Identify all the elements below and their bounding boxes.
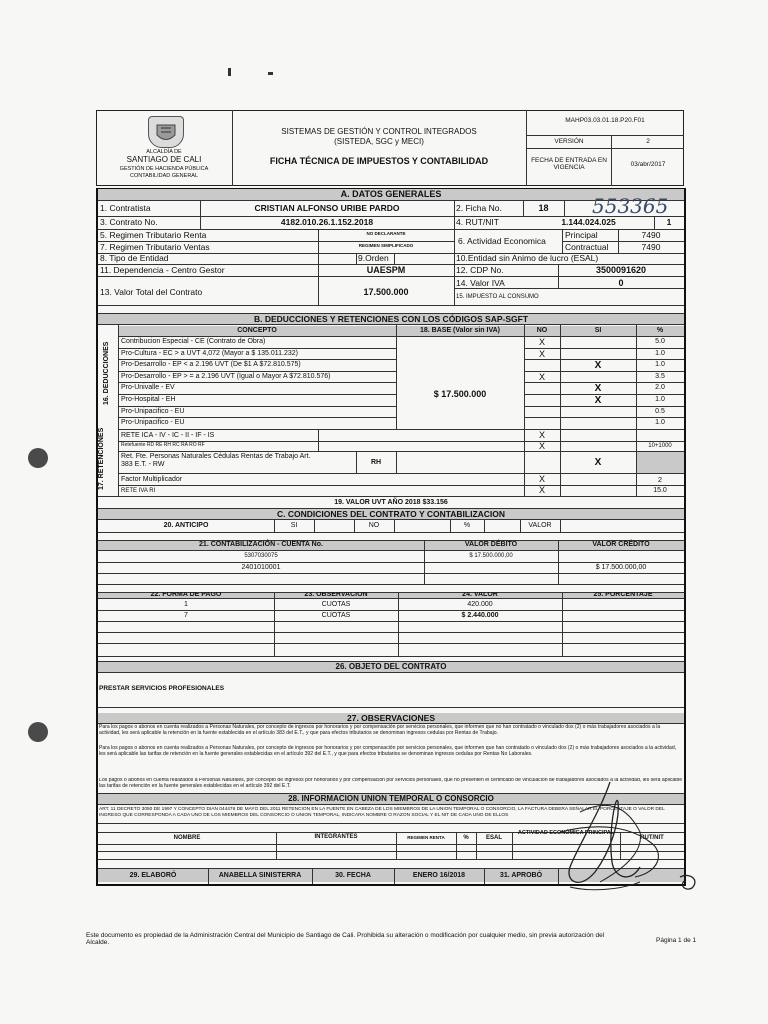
elaboro-label: 29. ELABORÓ <box>129 872 177 879</box>
dependencia-label: 11. Dependencia - Centro Gestor <box>100 265 225 275</box>
anticipo-si: SI <box>290 522 298 529</box>
logo-line4: CONTABILIDAD GENERAL <box>129 173 199 179</box>
union-col-rut: RUT/NIT <box>640 835 664 841</box>
rete-fte-label: Ret. Fte. Personas Naturales Cédulas Rentas de Trabajo Art. 383 E.T. - RW <box>121 453 311 469</box>
pago-valor: 420.000 <box>467 601 493 608</box>
union-col-pct: % <box>463 835 469 841</box>
deduccion-concepto: Pro-Unipacifico - EU <box>121 419 185 426</box>
elaboro-value: ANABELLA SINISTERRA <box>218 872 302 879</box>
contabilizacion-label: 21. CONTABILIZACIÓN - CUENTA No. <box>199 541 323 548</box>
deduccion-si: X <box>594 360 602 371</box>
col-pct: % <box>656 327 664 334</box>
renta-value: NO DECLARANTE <box>366 231 406 236</box>
contrato-value: 4182.010.26.1.152.2018 <box>280 217 374 227</box>
union-text: ART. 11 DECRETO 3050 DE 1997 Y CONCEPTO DIAN 044476 DE MAYO DEL 2011 RETENCION EN LA FUENTE EN CABEZA DE LOS MIEMBROS DE LA UNION TEMPORAL O CONSORCIO, LA FACTURA DEBERA SEÑALAR EL PORCENTAJE O VALOR DEL INGRESO QUE CORRESPONDA A CADA UNO DE LOS MIEMBROS DEL CONSORCIO O UNION TEMPORAL, INDICARA NOMBRE O RAZON SOCIAL Y EL NIT DE CADA UNO DE ELLOS <box>99 807 665 818</box>
pago-observacion: CUOTAS <box>321 612 351 619</box>
city-logo <box>148 116 184 148</box>
cdp-label: 12. CDP No. <box>456 265 504 275</box>
handwritten-signature <box>540 772 710 902</box>
deduccion-concepto: Pro-Desarrollo - EP > = a 2.196 UVT (Igual o Mayor A $72.810.576) <box>121 373 331 380</box>
ventas-label: 7. Regimen Tributario Ventas <box>100 242 210 252</box>
uvt-value: 19. VALOR UVT AÑO 2018 $33.156 <box>334 499 448 506</box>
header-title2: (SISTEDA, SGC y MECI) <box>334 137 424 146</box>
factor-label: Factor Multiplicador <box>121 476 183 483</box>
porcentaje-label: 25. PORCENTAJE <box>593 592 653 598</box>
col-base: 18. BASE (Valor sin IVA) <box>419 327 500 334</box>
deduccion-pct: 1.0 <box>655 396 665 403</box>
observaciones-title: 27. OBSERVACIONES <box>346 713 436 723</box>
actividad-label: 6. Actividad Economica <box>458 236 546 246</box>
credito-label: VALOR CRÉDITO <box>592 541 650 548</box>
deduccion-pct: 1.0 <box>655 361 665 368</box>
punch-hole-top <box>28 448 48 468</box>
base-value: $ 17.500.000 <box>433 389 487 399</box>
esal-label: 10.Entidad sin Animo de lucro (ESAL) <box>456 253 599 263</box>
pago-valor: $ 2.440.000 <box>461 612 499 619</box>
header-title1: SISTEMAS DE GESTIÓN Y CONTROL INTEGRADOS <box>281 127 477 136</box>
col-si: SI <box>594 327 602 334</box>
observaciones-p1: Para los pagos o abonos en cuenta realizados a Personas Naturales, por concepto de ingresos por honorarios y por compensación por servicios personales, que informen que no han contratado o vinculado dos (2) o más trabajadores asociados a la actividad, les será aplicable la retención en la fuente establecida en el artículo 383 del E.T., y que para efectos tributarios se denominan ingresos cedulas por Rentas de Trabajo. <box>99 724 661 736</box>
tipo-entidad-label: 8. Tipo de Entidad <box>100 253 169 263</box>
deduccion-concepto: Pro-Cultura - EC > a UVT 4,072 (Mayor a $ 135.011.232) <box>121 350 298 357</box>
logo-line1: ALCALDÍA DE <box>146 149 182 155</box>
union-col-actividad: ACTIVIDAD ECONÓMICA PRINCIPAL <box>517 830 615 836</box>
deduccion-si: X <box>594 383 602 394</box>
section-c-title: C. CONDICIONES DEL CONTRATO Y CONTABILIZACION <box>276 509 506 519</box>
deduccion-pct: 1.0 <box>655 419 665 426</box>
ventas-value: REGIMEN SIMPLIFICADO <box>358 243 414 248</box>
deduccion-concepto: Pro-Univalle - EV <box>121 384 175 391</box>
principal-value: 7490 <box>641 230 661 240</box>
page-number: Página 1 de 1 <box>656 937 697 944</box>
rut-label: 4. RUT/NIT <box>456 217 499 227</box>
fecha-vigencia-value: 03/abr/2017 <box>630 161 666 168</box>
anticipo-pct: % <box>463 522 471 529</box>
contrato-label: 3. Contrato No. <box>100 217 158 227</box>
logo-line2: SANTIAGO DE CALI <box>126 155 202 164</box>
factor-pct: 2 <box>657 475 663 484</box>
header-title3: FICHA TÉCNICA DE IMPUESTOS Y CONTABILIDAD <box>269 156 489 166</box>
deduccion-pct: 5.0 <box>655 338 665 345</box>
footer-text: Este documento es propiedad de la Administración Central del Municipio de Santiago de Cali. Prohibida su alteración o modificación por cualquier medio, sin previa autorización del Alcalde. <box>86 932 605 947</box>
deduccion-pct: 3.5 <box>655 373 665 380</box>
rut-value: 1.144.024.025 <box>561 217 616 227</box>
dependencia-value: UAESPM <box>366 265 406 275</box>
valor-label: 24. VALOR <box>462 592 498 598</box>
deduccion-si: X <box>594 395 602 406</box>
deduccion-pct: 1.0 <box>655 350 665 357</box>
doc-code: MAHP03.03.01.18.P20.F01 <box>565 117 645 124</box>
rete-iva-no: X <box>538 485 545 495</box>
side-deducciones: 16. DEDUCCIONES <box>103 341 110 405</box>
fecha-label: 30. FECHA <box>335 872 371 879</box>
rut-dv: 1 <box>666 217 672 227</box>
ficha-label: 2. Ficha No. <box>456 203 502 213</box>
side-retenciones: 17. RETENCIONES <box>98 427 105 490</box>
logo-line3: GESTIÓN DE HACIENDA PÚBLICA <box>119 166 209 172</box>
punch-hole-bottom <box>28 722 48 742</box>
deduccion-concepto: Contribucion Especial - CE (Contrato de Obra) <box>121 338 266 345</box>
observaciones-p2: Para los pagos o abonos en cuenta realizados a Personas Naturales, por concepto de ingresos por honorarios y por compensación por servicios personales, que informen que han contratado o vinculado dos (2) o más trabajadores asociados a la actividad, les será aplicable las tarifas de retención en la fuente generales establecidas en el artículo 392 del E.T., y que para efectos tributarios se denominan ingresos cedulas por Rentas No Laborales. <box>99 745 677 757</box>
version-value: 2 <box>646 138 650 145</box>
principal-label: Principal <box>565 230 598 240</box>
col-concepto: CONCEPTO <box>237 327 277 334</box>
deduccion-no: X <box>538 337 545 347</box>
pago-forma: 1 <box>184 601 188 608</box>
rete-codes-no: X <box>538 441 545 451</box>
section-a-title: A. DATOS GENERALES <box>340 189 442 199</box>
union-col-nombre: NOMBRE <box>173 835 201 841</box>
anticipo-no: NO <box>368 522 380 529</box>
contratista-value: CRISTIAN ALFONSO URIBE PARDO <box>254 203 400 213</box>
col-no: NO <box>536 327 548 334</box>
forma-pago-label: 22. FORMA DE PAGO <box>150 592 222 598</box>
deduccion-no: X <box>538 349 545 359</box>
contratista-label: 1. Contratista <box>100 203 151 213</box>
contractual-value: 7490 <box>641 242 661 252</box>
debito-label: VALOR DÉBITO <box>464 541 518 548</box>
cdp-value: 3500091620 <box>595 265 647 275</box>
rete-ica-no: X <box>538 430 545 440</box>
objeto-title: 26. OBJETO DEL CONTRATO <box>335 662 447 671</box>
rete-codes-pct: 10+1000 <box>648 443 672 449</box>
union-col-integrantes: INTEGRANTES <box>314 834 358 840</box>
rete-ica-label: RETE ICA - IV - IC - II - IF - IS <box>121 432 215 439</box>
rete-iva-label: RETE IVA RI <box>121 488 156 494</box>
fecha-vigencia-label: FECHA DE ENTRADA EN VIGENCIA <box>531 157 607 172</box>
factor-no: X <box>538 474 545 484</box>
cuenta-numero: 5307030075 <box>244 553 278 559</box>
deduccion-pct: 2.0 <box>655 384 665 391</box>
union-col-regimen: REGIMEN RENTA <box>407 835 445 840</box>
scan-mark <box>228 68 231 76</box>
valor-total-value: 17.500.000 <box>363 287 409 297</box>
cuenta-numero: 2401010001 <box>241 564 281 571</box>
aprobo-label: 31. APROBÓ <box>499 872 543 879</box>
iva-value: 0 <box>618 278 624 288</box>
scan-mark <box>268 72 273 75</box>
deduccion-concepto: Pro-Desarrollo - EP < a 2.196 UVT (De $1 A $72.810.575) <box>121 361 301 368</box>
handwritten-number: 553365 <box>592 194 669 218</box>
cuenta-credito: $ 17.500.000,00 <box>595 564 647 571</box>
rete-fte-code: RH <box>370 459 382 466</box>
cuenta-debito: $ 17.500.000,00 <box>469 553 513 559</box>
rete-codes-label: Retefuente RD RE RH RC RA RO RF <box>121 442 205 448</box>
pago-forma: 7 <box>184 612 188 619</box>
observaciones-p3: Los pagos o abonos en cuenta realizados a Personas Naturales, por concepto de ingresos por honorarios y por compensación por servicios personales, que no presenten el certificado de vinculación de trabajadores asociados a la actividad, les será aplicable las tarifas de retención en la fuente generales establecidas en el artículo 392 del E.T. <box>99 778 683 789</box>
deduccion-no: X <box>538 372 545 382</box>
consumo-label: 15. IMPUESTO AL CONSUMO <box>456 294 539 300</box>
section-b-title: B. DEDUCCIONES Y RETENCIONES CON LOS CÓDIGOS SAP-SGFT <box>253 314 529 324</box>
renta-label: 5. Regimen Tributario Renta <box>100 230 207 240</box>
deduccion-concepto: Pro-Unipacifico - EU <box>121 408 185 415</box>
iva-label: 14. Valor IVA <box>456 278 505 288</box>
ficha-value: 18 <box>538 203 549 213</box>
pago-observacion: CUOTAS <box>321 601 351 608</box>
valor-total-label: 13. Valor Total del Contrato <box>100 287 203 297</box>
union-title: 28. INFORMACION UNION TEMPORAL O CONSORCIO <box>288 794 494 803</box>
deduccion-concepto: Pro-Hospital - EH <box>121 396 176 403</box>
anticipo-label: 20. ANTICIPO <box>163 522 209 529</box>
objeto-text: PRESTAR SERVICIOS PROFESIONALES <box>99 685 225 692</box>
version-label: VERSIÓN <box>554 138 584 145</box>
fecha-value: ENERO 16/2018 <box>412 872 466 879</box>
contractual-label: Contractual <box>565 242 609 252</box>
anticipo-valor: VALOR <box>528 522 552 529</box>
deduccion-pct: 0.5 <box>655 408 665 415</box>
rete-fte-si: X <box>594 457 602 468</box>
observacion-label: 23. OBSERVACION <box>304 592 368 598</box>
rete-iva-pct: 15.0 <box>653 487 667 494</box>
orden-label: 9.Orden <box>358 253 389 263</box>
union-col-esal: ESAL <box>485 835 502 841</box>
